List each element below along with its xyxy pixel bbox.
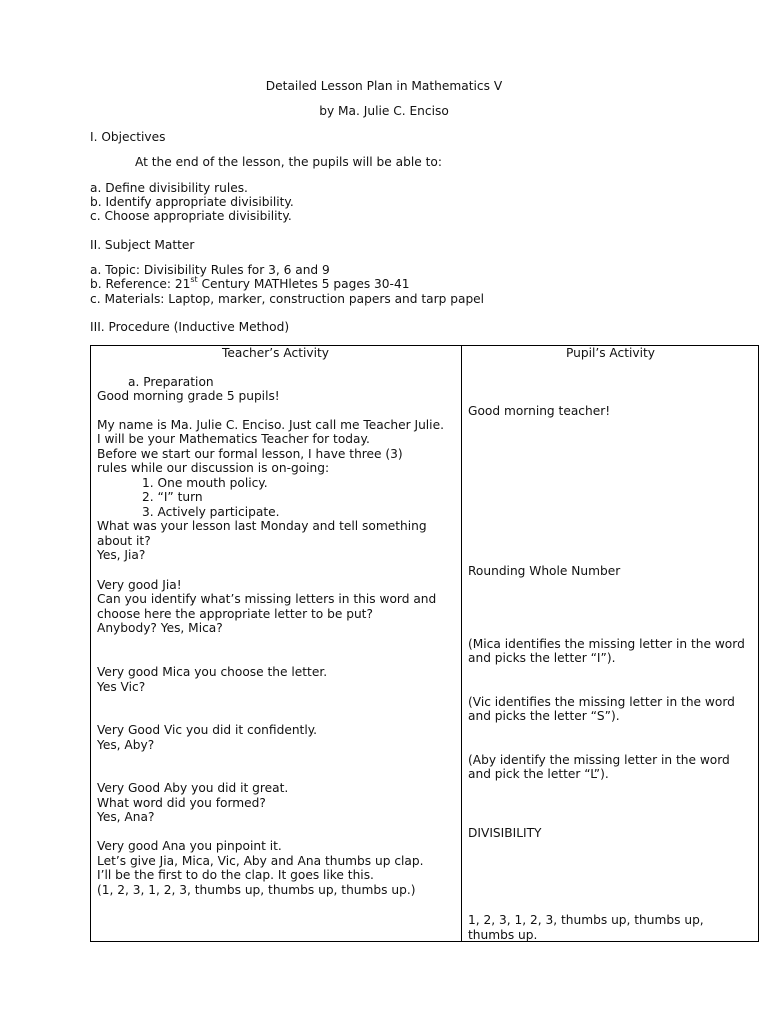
- teacher-line: rules while our discussion is on-going:: [97, 461, 330, 475]
- document-title: Detailed Lesson Plan in Mathematics V: [265, 79, 503, 93]
- teacher-line: Anybody? Yes, Mica?: [97, 621, 223, 635]
- subject-matter-heading: II. Subject Matter: [90, 238, 195, 252]
- teacher-line: Before we start our formal lesson, I have three (3): [97, 447, 403, 461]
- subject-topic: a. Topic: Divisibility Rules for 3, 6 and 9: [90, 263, 330, 277]
- pupil-line: thumbs up.: [468, 928, 538, 942]
- pupil-line: (Mica identifies the missing letter in the word: [468, 637, 745, 651]
- teacher-line: What was your lesson last Monday and tell something: [97, 519, 427, 533]
- subject-reference: [90, 274, 410, 291]
- subject-materials: c. Materials: Laptop, marker, construction papers and tarp papel: [90, 292, 485, 306]
- pupil-line: DIVISIBILITY: [468, 826, 542, 840]
- teacher-line: Very good Ana you pinpoint it.: [97, 839, 282, 853]
- teacher-line: choose here the appropriate letter to be put?: [97, 607, 373, 621]
- teacher-line: Very Good Aby you did it great.: [97, 781, 289, 795]
- pupil-line: Rounding Whole Number: [468, 564, 621, 578]
- table-column-divider: [461, 345, 462, 942]
- procedure-heading: III. Procedure (Inductive Method): [90, 320, 290, 334]
- pupil-line: and picks the letter “I”).: [468, 651, 616, 665]
- reference-superscript: st: [190, 274, 198, 284]
- pupil-line: 1, 2, 3, 1, 2, 3, thumbs up, thumbs up,: [468, 913, 704, 927]
- teacher-line: about it?: [97, 534, 151, 548]
- objective-item: c. Choose appropriate divisibility.: [90, 209, 292, 223]
- teacher-line: What word did you formed?: [97, 796, 266, 810]
- column-header-teacher: Teacher’s Activity: [222, 346, 329, 360]
- teacher-line: Good morning grade 5 pupils!: [97, 389, 280, 403]
- column-header-pupil: Pupil’s Activity: [565, 346, 656, 360]
- pupil-line: (Vic identifies the missing letter in the word: [468, 695, 735, 709]
- teacher-line: Very good Mica you choose the letter.: [97, 665, 328, 679]
- teacher-line: I will be your Mathematics Teacher for today.: [97, 432, 370, 446]
- pupil-line: Good morning teacher!: [468, 404, 611, 418]
- teacher-line: My name is Ma. Julie C. Enciso. Just call me Teacher Julie.: [97, 418, 444, 432]
- reference-suffix: Century MATHletes 5 pages 30-41: [197, 277, 410, 291]
- document-author: by Ma. Julie C. Enciso: [319, 104, 449, 118]
- pupil-line: and picks the letter “S”).: [468, 709, 620, 723]
- teacher-line: 2. “I” turn: [142, 490, 203, 504]
- teacher-line: Yes Vic?: [97, 680, 146, 694]
- objectives-heading: I. Objectives: [90, 130, 166, 144]
- reference-prefix: b. Reference: 21: [90, 277, 191, 291]
- teacher-line: a. Preparation: [128, 375, 214, 389]
- teacher-line: Very Good Vic you did it confidently.: [97, 723, 318, 737]
- teacher-line: Let’s give Jia, Mica, Vic, Aby and Ana thumbs up clap.: [97, 854, 424, 868]
- teacher-line: Yes, Aby?: [97, 738, 155, 752]
- teacher-line: Yes, Jia?: [97, 548, 146, 562]
- teacher-line: (1, 2, 3, 1, 2, 3, thumbs up, thumbs up, thumbs up.): [97, 883, 416, 897]
- pupil-line: and pick the letter “L”).: [468, 767, 609, 781]
- objective-item: a. Define divisibility rules.: [90, 181, 248, 195]
- objective-item: b. Identify appropriate divisibility.: [90, 195, 294, 209]
- teacher-line: Can you identify what’s missing letters in this word and: [97, 592, 437, 606]
- teacher-line: 3. Actively participate.: [142, 505, 280, 519]
- objectives-intro: At the end of the lesson, the pupils will be able to:: [135, 155, 442, 169]
- teacher-line: Very good Jia!: [97, 578, 182, 592]
- pupil-line: (Aby identify the missing letter in the word: [468, 753, 730, 767]
- teacher-line: I’ll be the first to do the clap. It goes like this.: [97, 868, 374, 882]
- teacher-line: Yes, Ana?: [97, 810, 155, 824]
- teacher-line: 1. One mouth policy.: [142, 476, 268, 490]
